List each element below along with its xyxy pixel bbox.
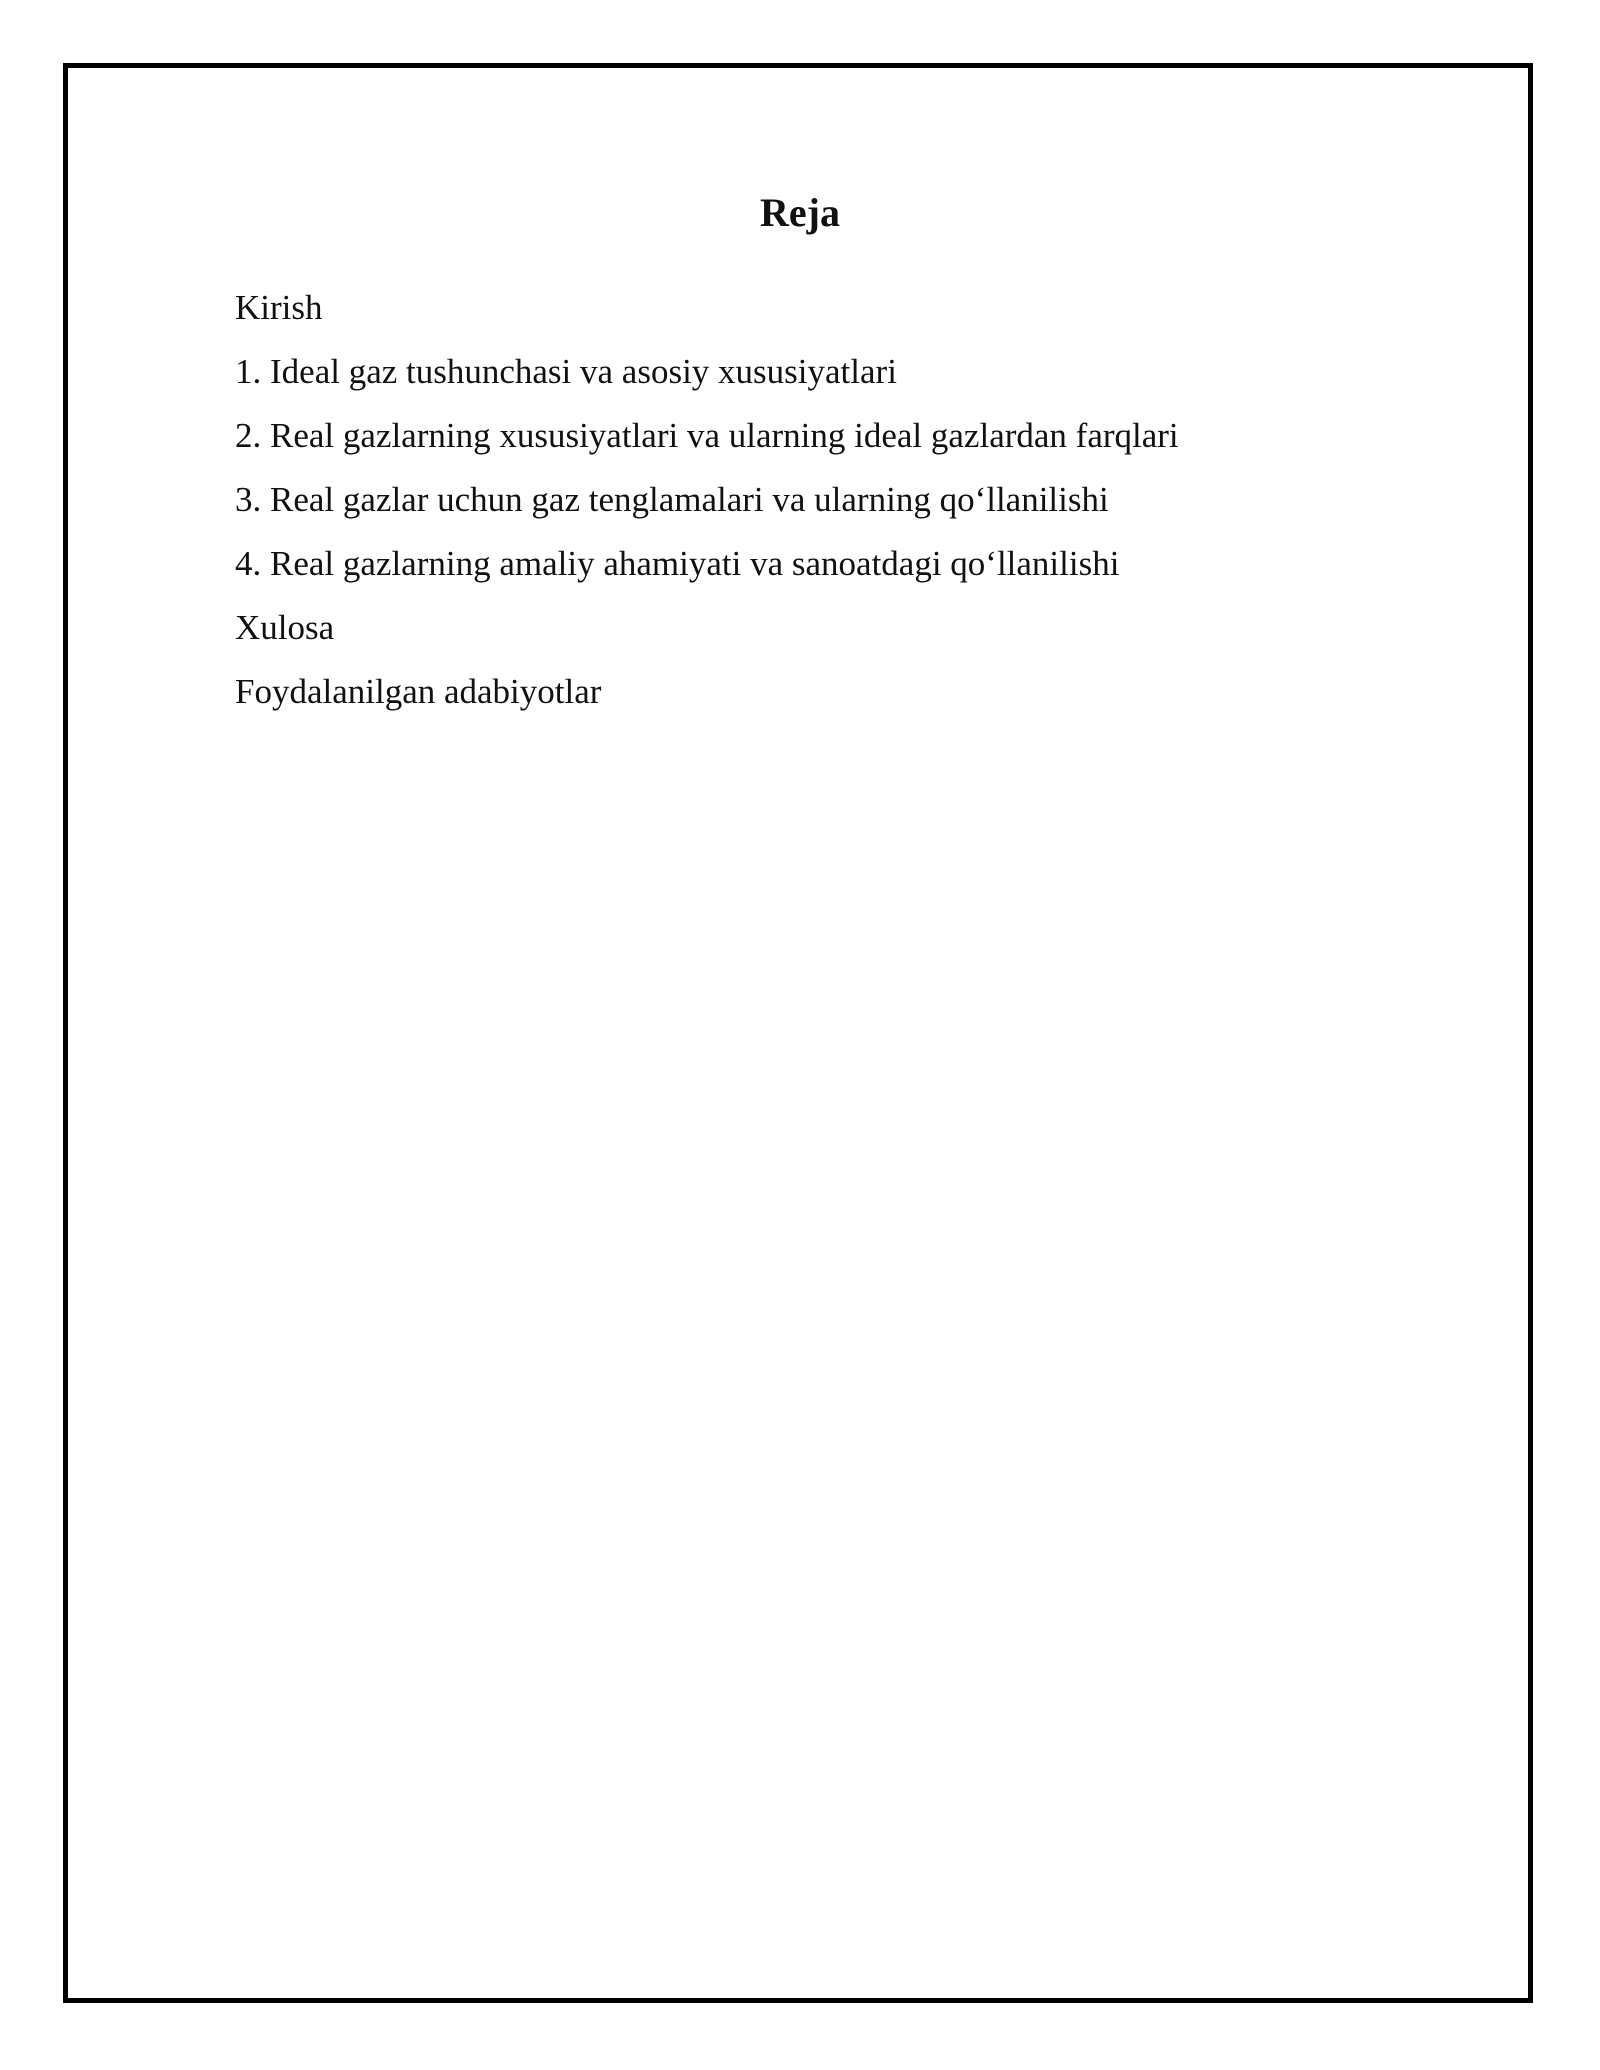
plan-list (235, 288, 1179, 736)
plan-item-1: 1. Ideal gaz tushunchasi va asosiy xususiyatlari (235, 352, 897, 391)
plan-item-2: 2. Real gazlarning xususiyatlari va ularning ideal gazlardan farqlari (235, 416, 1179, 455)
plan-item-3: 3. Real gazlar uchun gaz tenglamalari va ularning qo‘llanilishi (235, 480, 1109, 519)
plan-item-4: 4. Real gazlarning amaliy ahamiyati va sanoatdagi qo‘llanilishi (235, 544, 1120, 583)
page-title: Reja (760, 190, 840, 235)
plan-item-conclusion: Xulosa (235, 608, 335, 647)
plan-item-introduction: Kirish (235, 288, 323, 327)
plan-item-references: Foydalanilgan adabiyotlar (235, 672, 602, 711)
